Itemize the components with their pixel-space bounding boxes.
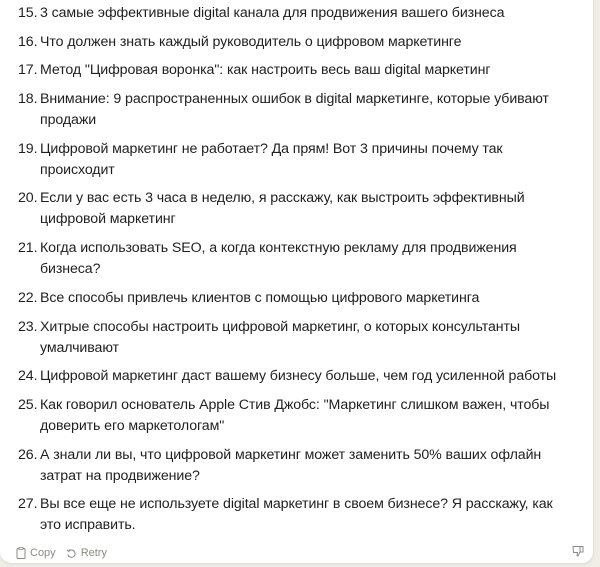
list-item [18,188,588,230]
list-item [18,288,588,309]
list-item [18,89,588,131]
list-item-line: Все способы привлечь клиентов с помощью цифрового маркетинга [40,289,480,306]
list-item-number: 15. [18,5,38,21]
retry-label: Retry [80,547,107,559]
list-item [18,395,588,437]
list-item-line: доверить его маркетологам" [40,417,225,434]
list-item-text [40,445,541,487]
clipboard-icon [16,547,26,559]
list-item-line: это исправить. [40,517,136,534]
list-item-number: 20. [18,190,38,207]
retry-icon [66,548,77,559]
list-item-line: умалчивают [40,339,119,356]
list-item-line: происходит [40,161,115,178]
list-item-line: Что должен знать каждый руководитель о цифровом маркетинге [40,33,462,50]
list-item [18,60,588,81]
list-item [18,366,588,387]
list-item-number: 24. [18,368,38,385]
list-item-line: 3 самые эффективные digital канала для продвижения вашего бизнеса [40,5,505,21]
list-item-number: 17. [18,62,38,79]
list-item-line: Цифровой маркетинг даст вашему бизнесу больше, чем год усиленной работы [40,368,557,385]
list-item [18,445,588,487]
copy-button[interactable] [16,547,56,559]
list-item-number: 19. [18,140,38,157]
list-item-line: Метод "Цифровая воронка": как настроить весь ваш digital маркетинг [40,62,491,79]
list-item-text [40,139,503,181]
list-item-number: 16. [18,33,38,50]
list-item-number: 25. [18,396,38,413]
list-item-text [40,238,517,280]
thumbs-down-button[interactable] [572,544,584,562]
list-item-line: Вы все еще не используете digital маркетинг в своем бизнесе? Я расскажу, как [40,496,553,513]
list-item-number: 22. [18,289,38,306]
list-item-line: Внимание: 9 распространенных ошибок в digital маркетинге, которые убивают [40,91,549,108]
message-actions [16,547,107,559]
list-item [18,317,588,359]
list-item [18,3,588,24]
list-item-line: Если у вас есть 3 часа в неделю, я расскажу, как выстроить эффективный [40,190,525,207]
headline-list [18,3,588,544]
list-item-line: Когда использовать SEO, а когда контекстную рекламу для продвижения [40,240,517,257]
list-item [18,32,588,53]
list-item-text [40,188,525,230]
copy-label: Copy [30,547,56,559]
list-item-number: 23. [18,318,38,335]
list-item-line: бизнеса? [40,261,101,278]
retry-button[interactable] [66,547,107,559]
list-item-number: 18. [18,91,38,108]
list-item-number: 26. [18,446,38,463]
list-item-number: 21. [18,240,38,257]
thumbs-down-icon [572,545,584,557]
list-item-line: цифровой маркетинг [40,211,176,228]
list-item-text [40,288,479,309]
list-item-line: А знали ли вы, что цифровой маркетинг может заменить 50% ваших офлайн [40,446,542,463]
list-item [18,494,588,536]
list-item-line: Как говорил основатель Apple Стив Джобс: "Маркетинг слишком важен, чтобы [40,396,550,413]
list-item-line: Хитрые способы настроить цифровой маркетинг, о которых консультанты [40,318,520,335]
list-item-text [40,317,520,359]
list-item-text [40,32,461,53]
list-item-text [40,89,549,131]
list-item-text [40,494,553,536]
list-item-line: затрат на продвижение? [40,467,200,484]
list-item [18,139,588,181]
list-item-text [40,366,556,387]
list-item-text [40,395,549,437]
list-item [18,238,588,280]
list-item-line: Цифровой маркетинг не работает? Да прям! Вот 3 причины почему так [40,140,503,157]
list-item-line: продажи [40,112,97,129]
list-item-text [40,3,504,24]
list-item-text [40,60,490,81]
list-item-number: 27. [18,496,38,513]
